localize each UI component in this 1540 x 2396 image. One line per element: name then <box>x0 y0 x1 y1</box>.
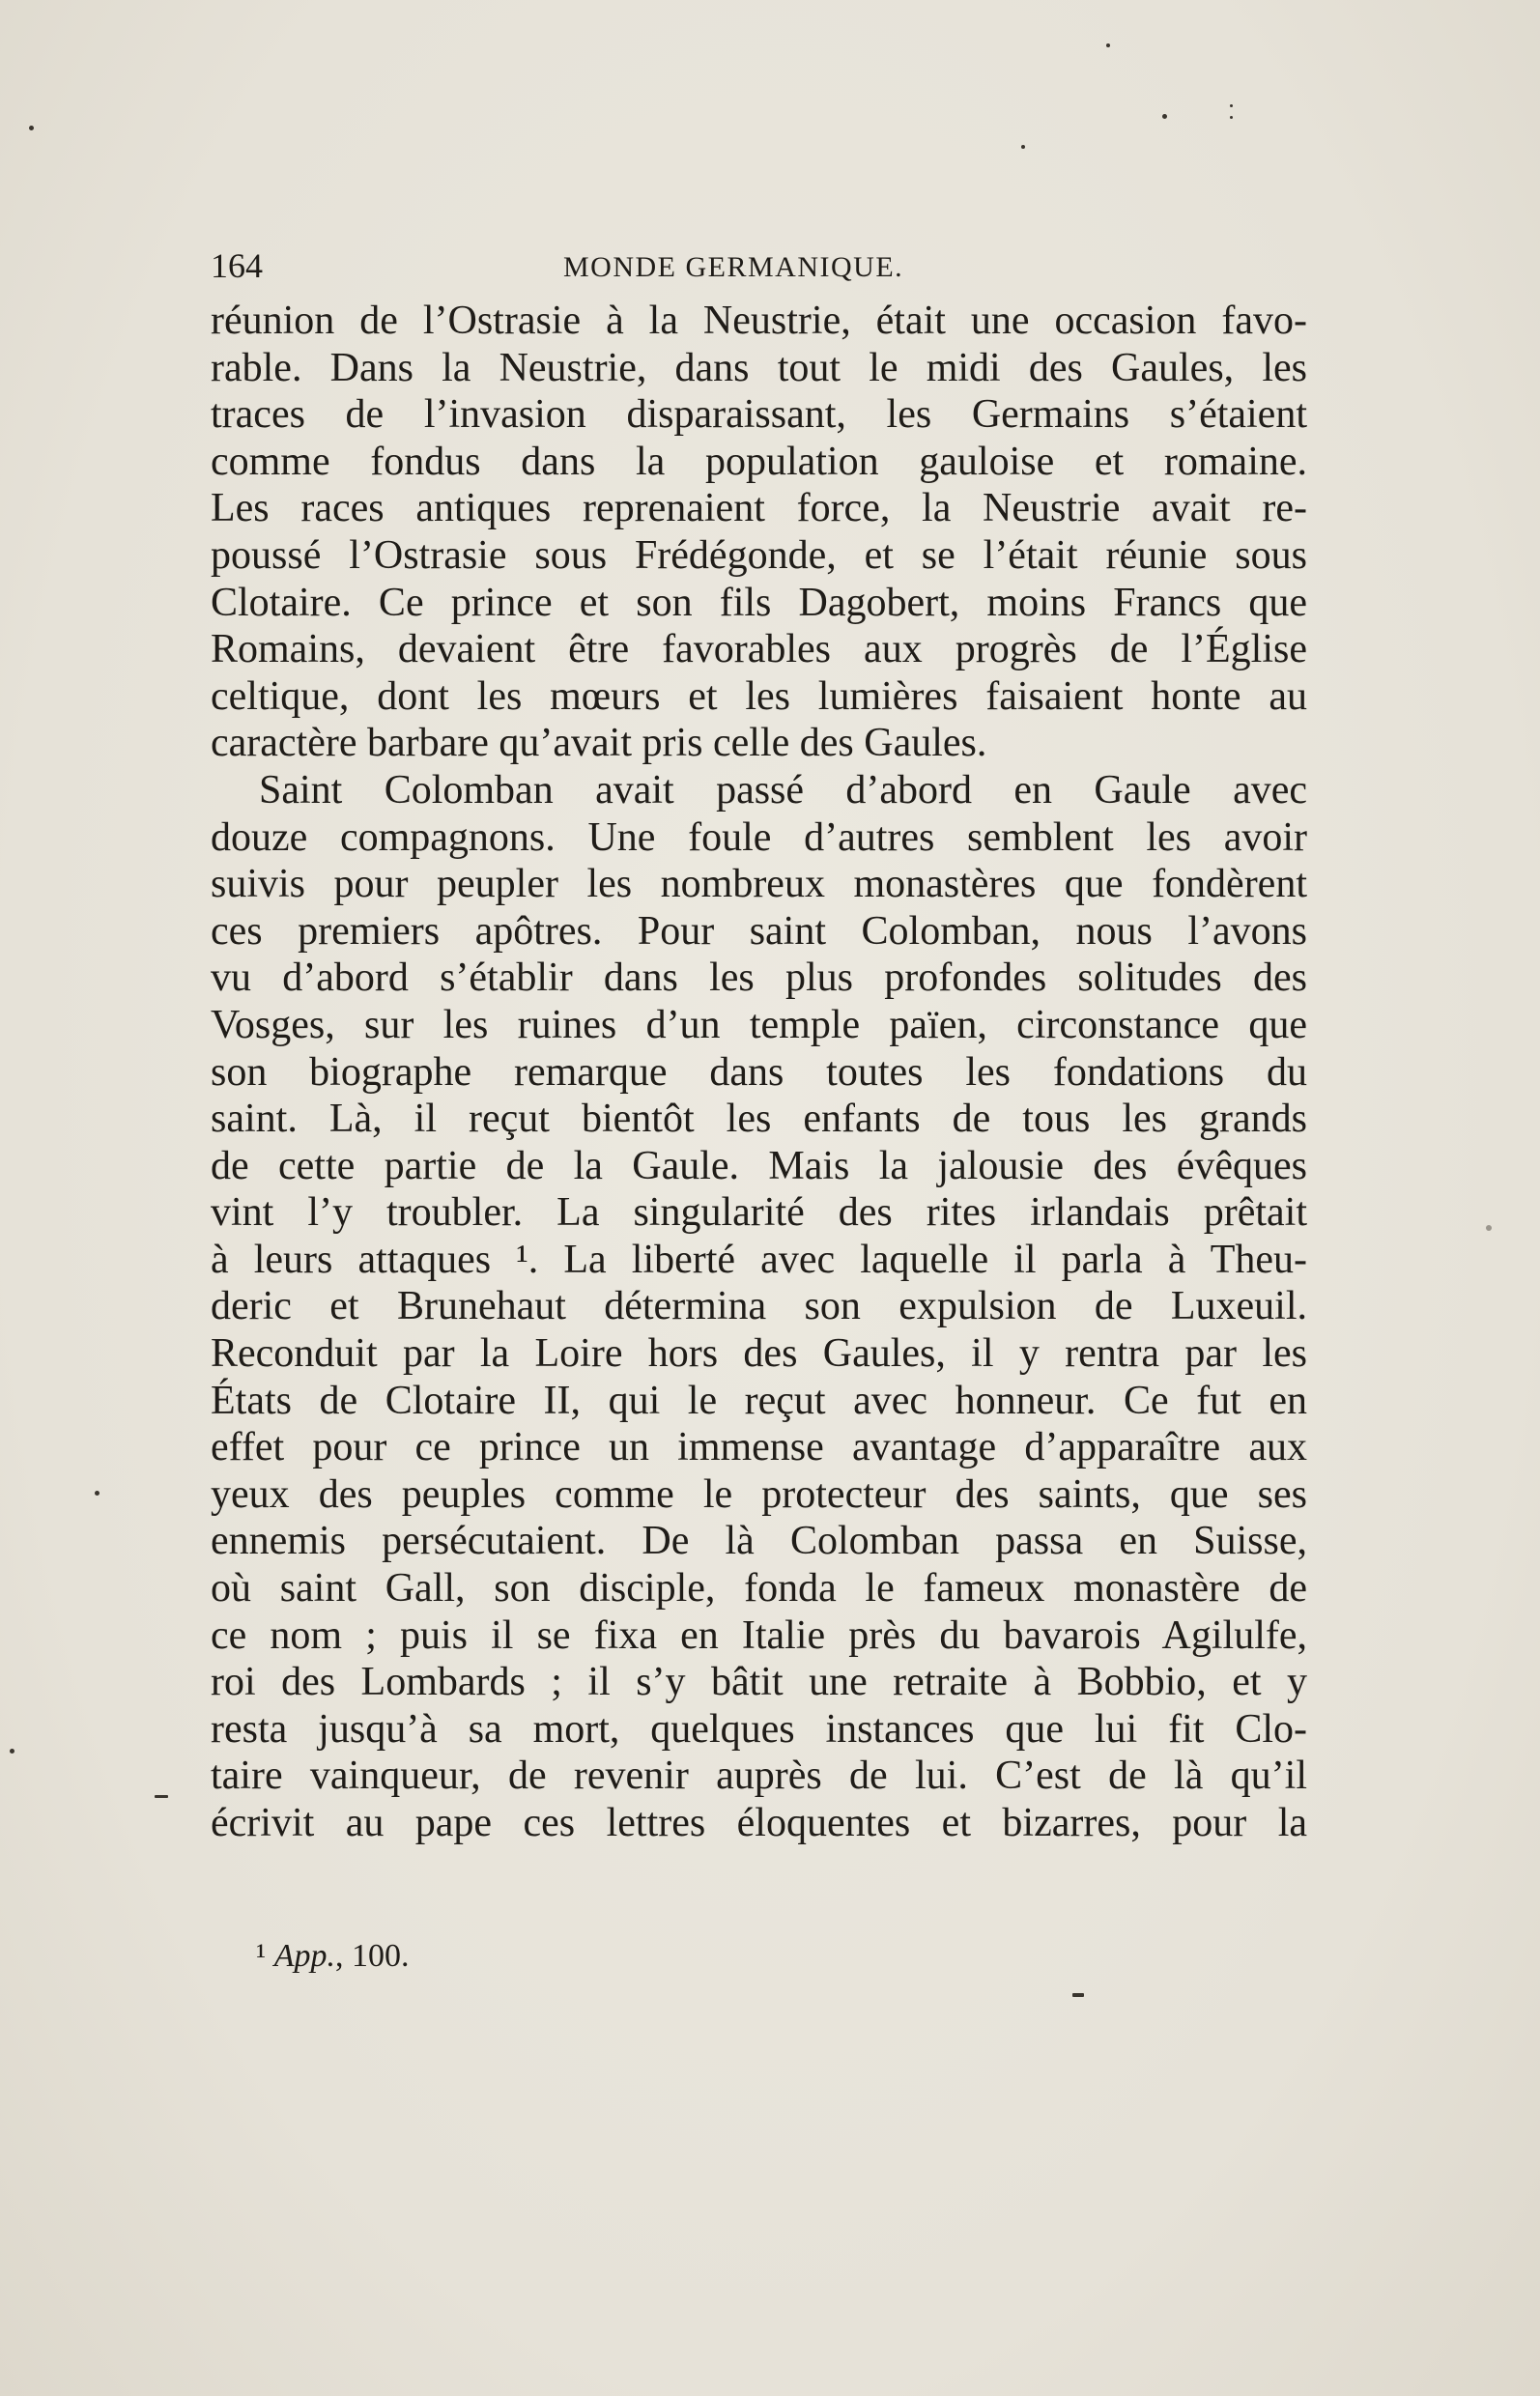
text-line: effet pour ce prince un immense avantage d’apparaître aux <box>211 1425 1307 1470</box>
text-line: écrivit au pape ces lettres éloquentes et bizarres, pour la <box>211 1801 1307 1845</box>
scan-speck <box>1486 1225 1492 1231</box>
text-line: celtique, dont les mœurs et les lumières faisaient honte au <box>211 673 1307 719</box>
text-line: saint. Là, il reçut bientôt les enfants de tous les grands <box>211 1097 1307 1142</box>
text-line: son biographe remarque dans toutes les fondations du <box>211 1049 1307 1095</box>
text-line: Vosges, sur les ruines d’un temple païen, circonstance que <box>211 1002 1307 1047</box>
text-line: douze compagnons. Une foule d’autres semblent les avoir <box>211 814 1307 860</box>
scan-speck <box>1072 1993 1084 1997</box>
scan-speck <box>1230 116 1233 119</box>
page-number: 164 <box>211 246 263 285</box>
text-line: rable. Dans la Neustrie, dans tout le midi des Gaules, les <box>211 345 1307 390</box>
footnote-reference: App. <box>273 1938 335 1974</box>
text-line: États de Clotaire II, qui le reçut avec honneur. Ce fut en <box>211 1378 1307 1423</box>
running-head: MONDE GERMANIQUE. <box>563 251 904 283</box>
text-line: Clotaire. Ce prince et son fils Dagobert, moins Francs que <box>211 580 1307 625</box>
scan-speck <box>10 1749 14 1754</box>
text-line: yeux des peuples comme le protecteur des saints, que ses <box>211 1471 1307 1517</box>
text-line: poussé l’Ostrasie sous Frédégonde, et se l’était réunie sous <box>211 532 1307 578</box>
text-line: vu d’abord s’établir dans les plus profondes solitudes des <box>211 956 1307 1001</box>
scan-speck <box>1021 145 1025 149</box>
text-line: de cette partie de la Gaule. Mais la jalousie des évêques <box>211 1143 1307 1188</box>
scan-speck <box>95 1491 100 1496</box>
text-line: ce nom ; puis il se fixa en Italie près du bavarois Agilulfe, <box>211 1612 1307 1658</box>
scan-speck <box>1162 114 1167 119</box>
scan-speck <box>29 126 34 130</box>
text-line: ennemis persécutaient. De là Colomban passa en Suisse, <box>211 1519 1307 1564</box>
footnote <box>256 1937 409 1976</box>
text-line: roi des Lombards ; il s’y bâtit une retraite à Bobbio, et y <box>211 1660 1307 1705</box>
text-line: resta jusqu’à sa mort, quelques instances que lui fit Clo- <box>211 1706 1307 1752</box>
body-text <box>211 298 1307 1847</box>
text-line: deric et Brunehaut détermina son expulsion de Luxeuil. <box>211 1284 1307 1329</box>
text-line: à leurs attaques ¹. La liberté avec laquelle il parla à Theu- <box>211 1237 1307 1282</box>
text-line: Les races antiques reprenaient force, la Neustrie avait re- <box>211 486 1307 531</box>
text-line: Romains, devaient être favorables aux progrès de l’Église <box>211 627 1307 672</box>
footnote-number: , 100. <box>334 1938 410 1974</box>
text-line: caractère barbare qu’avait pris celle des Gaules. <box>211 721 987 766</box>
text-line: comme fondus dans la population gauloise et romaine. <box>211 439 1307 484</box>
text-line: taire vainqueur, de revenir auprès de lui. C’est de là qu’il <box>211 1754 1307 1799</box>
scan-speck <box>1106 43 1110 47</box>
text-line: traces de l’invasion disparaissant, les Germains s’étaient <box>211 392 1307 438</box>
text-line: Saint Colomban avait passé d’abord en Gaule avec <box>259 767 1307 813</box>
text-line: suivis pour peupler les nombreux monastères que fondèrent <box>211 862 1307 907</box>
text-line: ces premiers apôtres. Pour saint Colomban, nous l’avons <box>211 908 1307 954</box>
text-line: réunion de l’Ostrasie à la Neustrie, était une occasion favo- <box>211 299 1307 343</box>
text-line: Reconduit par la Loire hors des Gaules, il y rentra par les <box>211 1331 1307 1377</box>
text-line: où saint Gall, son disciple, fonda le fameux monastère de <box>211 1566 1307 1612</box>
footnote-marker: ¹ <box>256 1938 267 1974</box>
scan-speck <box>1230 104 1233 107</box>
page-header <box>211 246 1312 285</box>
text-line: vint l’y troubler. La singularité des rites irlandais prêtait <box>211 1190 1307 1236</box>
scan-speck <box>155 1795 168 1798</box>
